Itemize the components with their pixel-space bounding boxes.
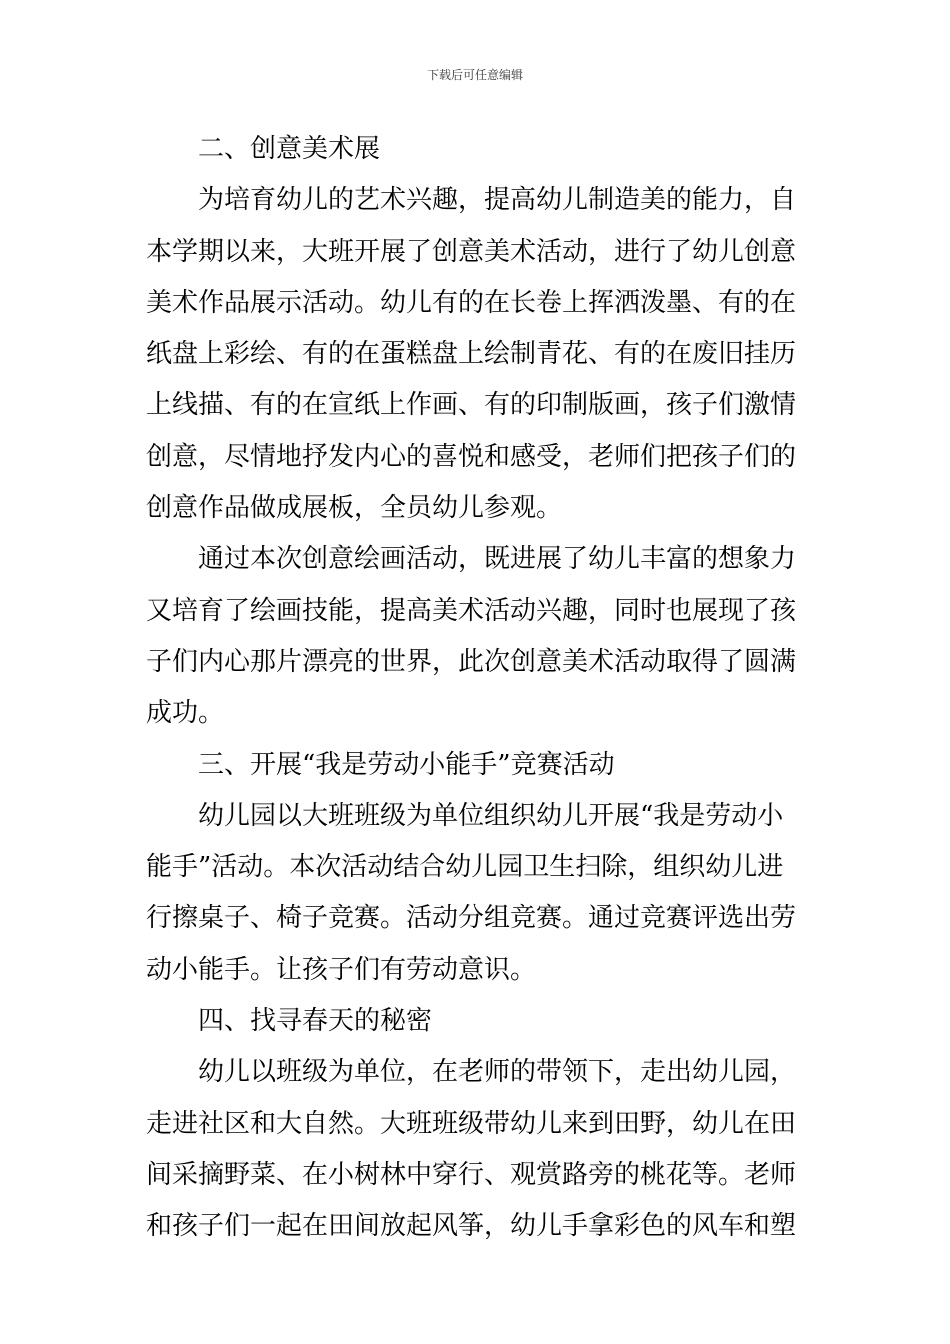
page-header: 下载后可任意编辑: [426, 68, 523, 82]
text-line: 三、开展“我是劳动小能手”竞赛活动: [198, 749, 615, 780]
text-line: 纸盘上彩绘、有的在蛋糕盘上绘制青花、有的在废旧挂历: [146, 339, 797, 370]
text-line: 本学期以来，大班开展了创意美术活动，进行了幼儿创意: [146, 236, 797, 267]
text-line: 通过本次创意绘画活动，既进展了幼儿丰富的想象力: [198, 544, 797, 575]
text-line: 子们内心那片漂亮的世界，此次创意美术活动取得了圆满: [146, 646, 797, 677]
document-body: [146, 124, 806, 1253]
text-line: 上线描、有的在宣纸上作画、有的印制版画，孩子们激情: [146, 390, 797, 421]
text-line: 行擦桌子、椅子竞赛。活动分组竞赛。通过竞赛评选出劳: [146, 903, 797, 934]
text-line: 成功。: [146, 698, 225, 729]
text-line: 和孩子们一起在田间放起风筝，幼儿手拿彩色的风车和塑: [146, 1211, 797, 1242]
text-line: 幼儿以班级为单位，在老师的带领下，走出幼儿园，: [198, 1057, 797, 1088]
text-line: 又培育了绘画技能，提高美术活动兴趣，同时也展现了孩: [146, 595, 797, 626]
text-line: 四、找寻春天的秘密: [198, 1006, 433, 1037]
text-line: 走进社区和大自然。大班班级带幼儿来到田野，幼儿在田: [146, 1108, 797, 1139]
text-line: 为培育幼儿的艺术兴趣，提高幼儿制造美的能力，自: [198, 185, 797, 216]
text-line: 动小能手。让孩子们有劳动意识。: [146, 954, 537, 985]
text-line: 创意作品做成展板，全员幼儿参观。: [146, 493, 563, 524]
text-line: 能手”活动。本次活动结合幼儿园卫生扫除，组织幼儿进: [146, 852, 784, 883]
text-line: 创意，尽情地抒发内心的喜悦和感受，老师们把孩子们的: [146, 441, 797, 472]
text-line: 二、创意美术展: [198, 134, 381, 164]
text-line: 幼儿园以大班班级为单位组织幼儿开展“我是劳动小: [198, 800, 784, 831]
text-line: 间采摘野菜、在小树林中穿行、观赏路旁的桃花等。老师: [146, 1159, 797, 1190]
text-line: 美术作品展示活动。幼儿有的在长卷上挥洒泼墨、有的在: [146, 287, 797, 318]
